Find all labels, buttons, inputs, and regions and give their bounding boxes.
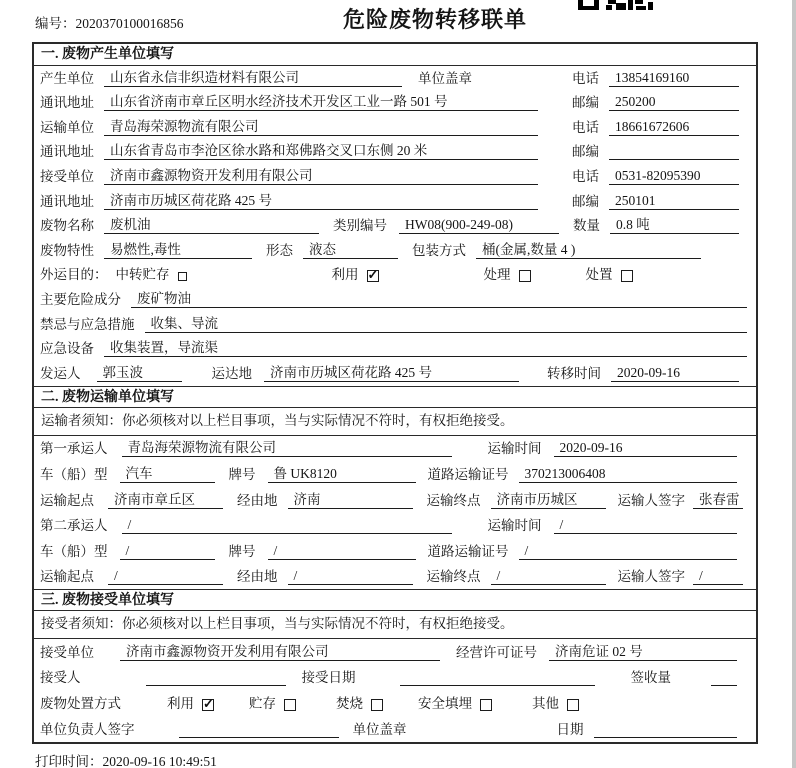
end2-value: / xyxy=(491,568,606,585)
destination-label: 运达地 xyxy=(211,365,252,381)
disposal-option-use: 利用 ✓ xyxy=(167,695,214,712)
permit1-label: 道路运输证号 xyxy=(427,466,509,482)
transporter-unit-value: 青岛海荣源物流有限公司 xyxy=(104,119,538,136)
sign1-label: 运输人签字 xyxy=(617,492,685,508)
qr-code-fragment xyxy=(578,0,654,10)
transport-time2-value: / xyxy=(554,517,738,534)
checkbox-treat xyxy=(519,270,531,282)
producer-phone-value: 13854169160 xyxy=(609,70,739,87)
carrier1-label: 第一承运人 xyxy=(40,441,108,457)
equipment-row xyxy=(34,337,756,362)
end1-label: 运输终点 xyxy=(426,492,481,508)
receive-qty-label: 签收量 xyxy=(630,670,671,686)
hazard-label: 主要危险成分 xyxy=(40,291,121,307)
plate2-value: / xyxy=(268,543,416,560)
producer-zip-value: 250200 xyxy=(609,94,739,111)
origin2-label: 运输起点 xyxy=(40,569,94,585)
serial-label: 编号： xyxy=(35,16,76,31)
waste-character-value: 易燃性,毒性 xyxy=(104,242,252,259)
transporter-address-row xyxy=(34,140,756,165)
producer-unit-label: 产生单位 xyxy=(40,70,94,86)
receiver-zip-value: 250101 xyxy=(609,193,739,210)
section-transport xyxy=(34,386,756,590)
vehicle2-row xyxy=(34,538,756,564)
page-title: 危险废物转移联单 xyxy=(342,7,527,32)
transporter-address-label: 通讯地址 xyxy=(40,144,94,160)
producer-phone-label: 电话 xyxy=(572,70,599,86)
receiver-address-value: 济南市历城区荷花路 425 号 xyxy=(104,193,538,210)
origin1-label: 运输起点 xyxy=(40,492,94,508)
route2-row xyxy=(34,564,756,590)
purpose-option-transfer: 中转贮存 xyxy=(116,266,187,283)
checkbox-disposal-incinerate xyxy=(371,699,383,711)
sign1-value: 张春雷 xyxy=(693,492,743,509)
permit2-label: 道路运输证号 xyxy=(427,543,509,559)
receive-unit-value: 济南市鑫源物资开发利用有限公司 xyxy=(120,644,440,661)
purpose-option-treat: 处理 xyxy=(484,266,531,283)
transporter-unit-row xyxy=(34,115,756,140)
via1-label: 经由地 xyxy=(237,492,278,508)
producer-unit-row xyxy=(34,66,756,91)
disposal-option-storage: 贮存 xyxy=(249,695,296,712)
receive-date-value xyxy=(400,669,595,686)
sign2-value: / xyxy=(693,568,743,585)
receive-person-label: 接受人 xyxy=(40,670,81,686)
print-time-value: 2020-09-16 10:49:51 xyxy=(102,754,217,768)
transporter-zip-label: 邮编 xyxy=(572,144,599,160)
transporter-address-value: 山东省青岛市李沧区徐水路和郑佛路交叉口东侧 20 米 xyxy=(104,143,538,160)
checkbox-disposal-landfill xyxy=(480,699,492,711)
purpose-label: 外运目的： xyxy=(40,267,108,283)
checkbox-disposal-use xyxy=(202,699,214,711)
receiver-address-row xyxy=(34,189,756,214)
end2-label: 运输终点 xyxy=(426,569,481,585)
vehicle2-value: / xyxy=(120,543,215,560)
receiver-address-label: 通讯地址 xyxy=(40,193,94,209)
waste-name-value: 废机油 xyxy=(104,217,319,234)
manager-sign-row xyxy=(34,716,756,742)
transport-time1-value: 2020-09-16 xyxy=(554,440,738,457)
equipment-label: 应急设备 xyxy=(40,341,94,357)
producer-address-value: 山东省济南市章丘区明水经济技术开发区工业一路 501 号 xyxy=(104,94,538,111)
waste-character-label: 废物特性 xyxy=(40,242,94,258)
serial-value: 2020370100016856 xyxy=(75,16,184,31)
vehicle1-label: 车（船）型 xyxy=(40,466,108,482)
carrier2-row xyxy=(34,513,756,539)
transport-notice-row xyxy=(34,408,756,436)
license-value: 济南危证 02 号 xyxy=(549,644,737,661)
hazard-row xyxy=(34,287,756,312)
vehicle2-label: 车（船）型 xyxy=(40,543,108,559)
document-header xyxy=(0,0,796,42)
purpose-row xyxy=(34,263,756,288)
receive-person-value xyxy=(146,669,286,686)
vehicle1-row xyxy=(34,461,756,487)
checkbox-transfer-storage xyxy=(178,272,187,281)
transport-time1-label: 运输时间 xyxy=(487,441,542,457)
sign-date-label: 日期 xyxy=(556,721,584,737)
waste-form-label: 形态 xyxy=(266,242,293,258)
disposal-label: 废物处置方式 xyxy=(40,696,121,712)
section-receive xyxy=(34,589,756,741)
waste-packing-value: 桶(金属,数量 4 ) xyxy=(476,242,701,259)
carrier1-value: 青岛海荣源物流有限公司 xyxy=(122,440,452,457)
via2-value: / xyxy=(288,568,413,585)
receive-unit-label: 接受单位 xyxy=(40,644,94,660)
disposal-option-landfill: 安全填埋 xyxy=(418,695,492,712)
disposal-option-incinerate: 焚烧 xyxy=(336,695,383,712)
waste-name-row xyxy=(34,214,756,239)
receive-person-row xyxy=(34,665,756,691)
manager-sign-label: 单位负责人签字 xyxy=(40,721,135,737)
transport-time2-label: 运输时间 xyxy=(487,518,542,534)
waste-category-value: HW08(900-249-08) xyxy=(399,217,559,234)
print-time xyxy=(35,750,217,768)
producer-zip-label: 邮编 xyxy=(572,95,599,111)
shipper-value: 郭玉波 xyxy=(97,365,182,382)
plate1-label: 牌号 xyxy=(228,466,256,482)
unit-seal-label: 单位盖章 xyxy=(418,70,472,86)
waste-category-label: 类别编号 xyxy=(333,218,387,234)
producer-unit-value: 山东省永信非织造材料有限公司 xyxy=(104,70,402,87)
transporter-phone-label: 电话 xyxy=(572,119,599,135)
transporter-unit-label: 运输单位 xyxy=(40,119,94,135)
receiver-unit-label: 接受单位 xyxy=(40,168,94,184)
receiver-unit-value: 济南市鑫源物资开发利用有限公司 xyxy=(104,168,538,185)
waste-packing-label: 包装方式 xyxy=(412,242,466,258)
carrier1-row xyxy=(34,436,756,462)
taboo-value: 收集、导流 xyxy=(145,316,748,333)
waste-quantity-label: 数量 xyxy=(573,218,600,234)
purpose-option-use: 利用 ✓ xyxy=(332,266,379,283)
receive-qty-value xyxy=(711,669,737,686)
plate1-value: 鲁 UK8120 xyxy=(268,466,416,483)
permit1-value: 370213006408 xyxy=(519,466,738,483)
receiver-phone-label: 电话 xyxy=(572,168,599,184)
origin1-value: 济南市章丘区 xyxy=(108,492,223,509)
shipper-row xyxy=(34,361,756,386)
receive-notice-row xyxy=(34,611,756,639)
destination-value: 济南市历城区荷花路 425 号 xyxy=(264,365,519,382)
transporter-phone-value: 18661672606 xyxy=(609,119,739,136)
plate2-label: 牌号 xyxy=(228,543,256,559)
carrier2-value: / xyxy=(122,517,452,534)
disposal-option-other: 其他 xyxy=(532,695,579,712)
section-producer xyxy=(34,44,756,386)
taboo-label: 禁忌与应急措施 xyxy=(40,316,135,332)
section1-heading: 一. 废物产生单位填写 xyxy=(34,44,756,66)
window-edge xyxy=(792,0,796,768)
waste-name-label: 废物名称 xyxy=(40,218,94,234)
sign2-label: 运输人签字 xyxy=(617,569,685,585)
vehicle1-value: 汽车 xyxy=(120,466,215,483)
via2-label: 经由地 xyxy=(237,569,278,585)
transporter-zip-value xyxy=(609,143,739,160)
checkbox-dispose xyxy=(621,270,633,282)
waste-form-value: 液态 xyxy=(303,242,398,259)
route1-row xyxy=(34,487,756,513)
receiver-phone-value: 0531-82095390 xyxy=(609,168,739,185)
end1-value: 济南市历城区 xyxy=(491,492,606,509)
manifest-form xyxy=(32,42,758,744)
purpose-option-dispose: 处置 xyxy=(586,266,633,283)
sign-date-value xyxy=(594,721,738,738)
receive-date-label: 接受日期 xyxy=(301,670,356,686)
producer-address-row xyxy=(34,91,756,116)
checkbox-disposal-storage xyxy=(284,699,296,711)
checkbox-use xyxy=(367,270,379,282)
via1-value: 济南 xyxy=(288,492,413,509)
receiver-unit-row xyxy=(34,164,756,189)
section2-heading: 二. 废物运输单位填写 xyxy=(34,386,756,408)
taboo-row xyxy=(34,312,756,337)
transport-notice: 运输者须知：你必须核对以上栏目事项，当与实际情况不符时，有权拒绝接受。 xyxy=(41,412,514,428)
shipper-label: 发运人 xyxy=(40,365,81,381)
equipment-value: 收集装置，导流渠 xyxy=(104,340,747,357)
license-label: 经营许可证号 xyxy=(456,644,537,660)
section3-heading: 三. 废物接受单位填写 xyxy=(34,589,756,611)
permit2-value: / xyxy=(519,543,738,560)
waste-quantity-value: 0.8 吨 xyxy=(610,217,739,234)
print-time-label: 打印时间： xyxy=(35,754,103,768)
waste-character-row xyxy=(34,238,756,263)
manager-sign-value xyxy=(179,721,339,738)
disposal-row xyxy=(34,690,756,716)
checkbox-disposal-other xyxy=(567,699,579,711)
carrier2-label: 第二承运人 xyxy=(40,518,108,534)
producer-address-label: 通讯地址 xyxy=(40,95,94,111)
receive-seal-label: 单位盖章 xyxy=(352,721,407,737)
transfer-time-value: 2020-09-16 xyxy=(611,365,739,382)
title-wrap xyxy=(0,3,796,34)
receive-unit-row xyxy=(34,639,756,665)
hazard-value: 废矿物油 xyxy=(131,291,747,308)
receiver-zip-label: 邮编 xyxy=(572,193,599,209)
receive-notice: 接受者须知：你必须核对以上栏目事项，当与实际情况不符时，有权拒绝接受。 xyxy=(41,616,514,632)
origin2-value: / xyxy=(108,568,223,585)
transfer-time-label: 转移时间 xyxy=(547,365,601,381)
